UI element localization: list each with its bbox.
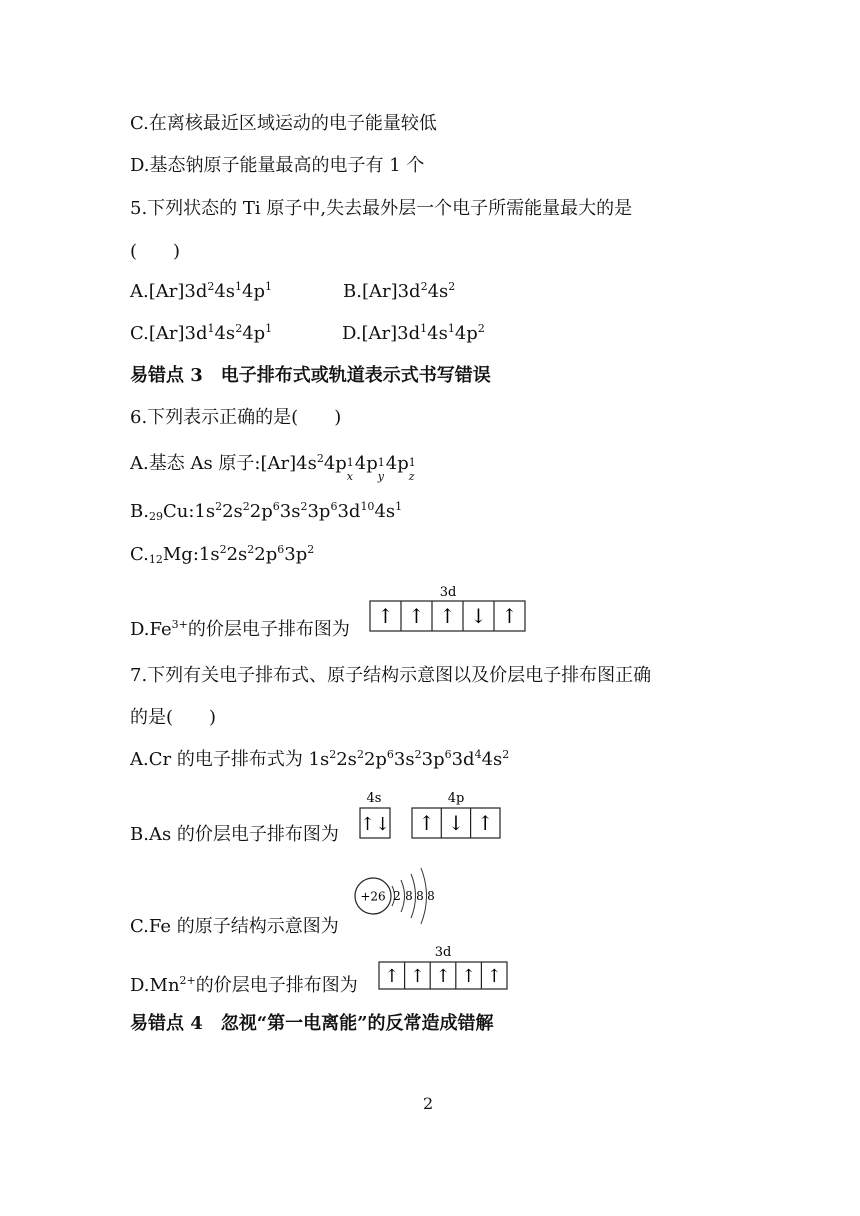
electron-arrow: ↑ — [377, 604, 394, 628]
q6c-o1: 2p — [254, 544, 278, 565]
q5d-sup3: 2 — [477, 322, 485, 335]
q7d-text: 的价层电子排布图为 — [195, 975, 358, 996]
shell-electron-count: 8 — [427, 889, 435, 903]
electron-pair-arrows: ↑↓ — [359, 814, 391, 835]
q5a-sup1: 2 — [207, 280, 215, 293]
q6a-4p-3: 4p — [385, 453, 409, 474]
electron-arrow: ↑ — [384, 966, 400, 987]
q5d-sup1: 1 — [420, 322, 428, 335]
section-heading-4: 易错点 4 忽视“第一电离能”的反常造成错解 — [130, 1013, 494, 1034]
q6c-e2: 6 — [277, 543, 285, 556]
q7-option-a — [130, 748, 509, 772]
q6a-pz-sub: z — [408, 470, 415, 483]
q5b-sup2: 2 — [448, 280, 456, 293]
q5-option-b — [343, 280, 455, 304]
q5a-m1: 4s — [214, 281, 236, 302]
q5b-m1: 4s — [427, 281, 449, 302]
q7a-o5: 4s — [481, 749, 503, 770]
q7a-o3: 3p — [421, 749, 445, 770]
electron-arrow: ↑ — [501, 604, 518, 628]
q6b-o0: 2s — [222, 501, 243, 522]
section-heading-3: 易错点 3 电子排布式或轨道表示式书写错误 — [130, 365, 491, 386]
q7a-e3: 2 — [414, 748, 422, 761]
q6b-e1: 2 — [242, 500, 250, 513]
q7a-e1: 2 — [356, 748, 364, 761]
electron-arrow: ↓ — [447, 811, 465, 835]
q4-option-c: C.在离核最近区域运动的电子能量较低 — [130, 113, 437, 134]
q5c-sup1: 1 — [207, 322, 215, 335]
q5-option-a — [130, 280, 272, 304]
q7d-pre: D.Mn — [130, 975, 180, 996]
q6b-e4: 6 — [330, 500, 338, 513]
q6-stem: 6.下列表示正确的是( ) — [130, 407, 342, 428]
q6-option-b — [130, 500, 402, 524]
q7a-e2: 6 — [386, 748, 394, 761]
q5d-m1: 4s — [427, 323, 448, 344]
q6b-e2: 6 — [272, 500, 280, 513]
nucleus-charge: +26 — [360, 889, 386, 904]
q6b-o5: 4s — [374, 501, 396, 522]
q6b-e0: 2 — [215, 500, 223, 513]
q6a-px-script — [346, 455, 355, 483]
q6b-main: Cu:1s — [162, 501, 216, 522]
q7-stem-line2: 的是( ) — [130, 707, 217, 728]
shell-electron-count: 8 — [405, 889, 413, 903]
q6b-o2: 3s — [279, 501, 301, 522]
q6a-4p-1: 4p — [323, 453, 347, 474]
q6c-e0: 2 — [219, 543, 227, 556]
q5d-prefix: D.[Ar]3d — [342, 323, 421, 344]
q7a-o2: 3s — [393, 749, 415, 770]
q6a-sup: 2 — [316, 452, 324, 465]
q5a-sup2: 1 — [235, 280, 243, 293]
electron-arrow: ↑ — [476, 811, 494, 835]
q6-option-a — [130, 452, 417, 483]
orbital-label-3d: 3d — [434, 945, 452, 960]
q6b-o4: 3d — [337, 501, 361, 522]
q6b-e6: 1 — [395, 500, 403, 513]
q6c-e1: 2 — [247, 543, 255, 556]
q6a-py-sub: y — [377, 470, 384, 483]
electron-arrow: ↓ — [470, 604, 487, 628]
q5c-m1: 4s — [214, 323, 236, 344]
q5-paren: ( ) — [130, 241, 181, 262]
orbital-label-3d: 3d — [439, 585, 457, 600]
q4-option-d: D.基态钠原子能量最高的电子有 1 个 — [130, 155, 425, 176]
q6-option-c — [130, 543, 314, 567]
q7a-e4: 6 — [444, 748, 452, 761]
q7a-o1: 2p — [363, 749, 387, 770]
q5b-sup1: 2 — [420, 280, 428, 293]
q7-option-d — [130, 974, 358, 998]
electron-arrow: ↑ — [435, 966, 451, 987]
q6a-4p-2: 4p — [354, 453, 378, 474]
q7d-charge: 2+ — [179, 974, 196, 987]
q7b-orbital-diagram — [356, 788, 504, 844]
q6c-e3: 2 — [307, 543, 315, 556]
q7-stem-line1: 7.下列有关电子排布式、原子结构示意图以及价层电子排布图正确 — [130, 665, 652, 686]
q5a-m2: 4p — [242, 281, 266, 302]
q5a-sup3: 1 — [265, 280, 273, 293]
q6a-px-sub: x — [346, 470, 354, 483]
q6b-e5: 10 — [360, 500, 375, 513]
q7a-text: A.Cr 的电子排布式为 1s — [130, 749, 330, 770]
q5-option-c — [130, 322, 272, 346]
q5c-sup3: 1 — [265, 322, 273, 335]
q6c-main: Mg:1s — [162, 544, 220, 565]
q6d-orbital-diagram — [368, 582, 528, 634]
q5b-prefix: B.[Ar]3d — [343, 281, 421, 302]
q6c-o0: 2s — [226, 544, 248, 565]
electron-arrow: ↑ — [418, 811, 435, 835]
q5c-sup2: 2 — [235, 322, 243, 335]
q5-option-d — [342, 322, 485, 346]
q6a-py-script — [377, 455, 386, 483]
q7d-orbital-diagram — [377, 942, 511, 994]
orbital-label-4s: 4s — [366, 791, 382, 806]
electron-arrow: ↑ — [439, 604, 456, 628]
q6a-pz-sup: 1 — [408, 456, 416, 469]
q7c-atomic-structure-diagram — [350, 862, 446, 934]
q7a-o0: 2s — [336, 749, 357, 770]
orbital-label-4p: 4p — [447, 791, 465, 806]
page-number: 2 — [423, 1094, 434, 1113]
q6b-pre: B. — [130, 501, 149, 522]
q6a-pz-script — [408, 455, 417, 483]
q6b-o3: 3p — [307, 501, 331, 522]
q6-option-d — [130, 618, 350, 642]
q6d-charge: 3+ — [171, 618, 188, 631]
q7-option-c: C.Fe 的原子结构示意图为 — [130, 916, 339, 937]
q5d-m2: 4p — [454, 323, 478, 344]
q7a-e6: 2 — [502, 748, 510, 761]
shell-electron-count: 2 — [393, 889, 401, 903]
shell-electron-count: 8 — [416, 889, 424, 903]
q6c-o2: 3p — [284, 544, 308, 565]
q6b-atomic-number: 29 — [148, 510, 163, 523]
q6a-py-sup: 1 — [377, 456, 385, 469]
q6c-atomic-number: 12 — [148, 553, 163, 566]
q5c-m2: 4p — [242, 323, 266, 344]
q7-option-b: B.As 的价层电子排布图为 — [130, 824, 339, 845]
q5c-prefix: C.[Ar]3d — [130, 323, 208, 344]
q5a-prefix: A.[Ar]3d — [130, 281, 208, 302]
electron-arrow: ↑ — [409, 966, 425, 987]
q6b-e3: 2 — [300, 500, 308, 513]
q5-stem: 5.下列状态的 Ti 原子中,失去最外层一个电子所需能量最大的是 — [130, 198, 633, 219]
q6d-text: 的价层电子排布图为 — [187, 619, 350, 640]
q7a-o4: 3d — [451, 749, 475, 770]
q6d-pre: D.Fe — [130, 619, 172, 640]
q5d-sup2: 1 — [447, 322, 455, 335]
q7a-e5: 4 — [474, 748, 482, 761]
electron-arrow: ↑ — [408, 604, 425, 628]
q6a-px-sup: 1 — [346, 456, 354, 469]
electron-arrow: ↑ — [461, 966, 477, 987]
q7a-e0: 2 — [329, 748, 337, 761]
q6b-o1: 2p — [249, 501, 273, 522]
q6a-prefix: A.基态 As 原子:[Ar]4s — [130, 453, 317, 474]
electron-shell-arc — [401, 880, 405, 912]
electron-arrow: ↑ — [486, 966, 502, 987]
q6c-pre: C. — [130, 544, 149, 565]
